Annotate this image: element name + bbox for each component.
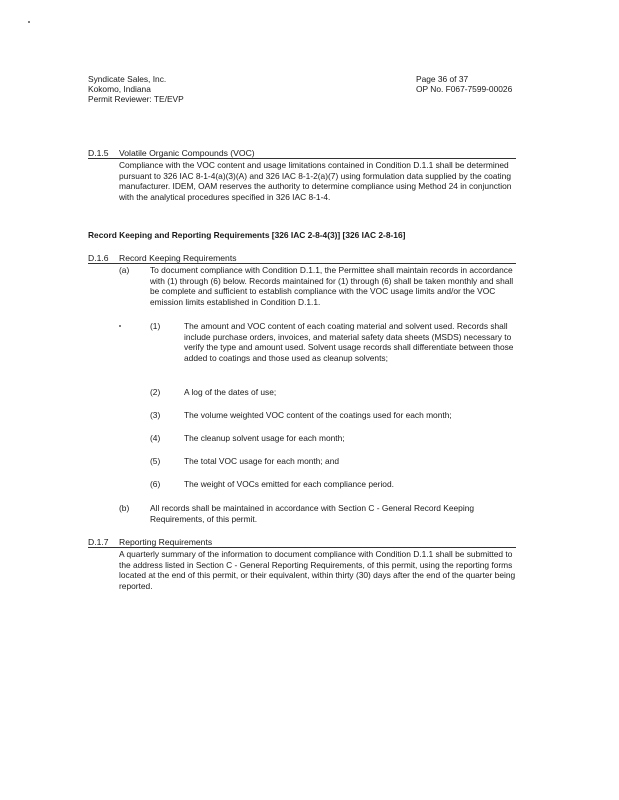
header-permit-number: OP No. F067-7599-00026 [416,84,513,94]
subitem-label-2: (2) [150,387,161,397]
item-label-a: (a) [119,265,130,275]
subitem-text-4: The cleanup solvent usage for each month; [184,433,345,443]
scan-speck [119,325,121,327]
record-keeping-heading: Record Keeping and Reporting Requirements [326 IAC 2-8-4(3)] [326 IAC 2-8-16] [88,230,406,240]
subitem-text-3: The volume weighted VOC content of the coatings used for each month; [184,410,452,420]
subitem-label-6: (6) [150,479,161,489]
subitem-label-4: (4) [150,433,161,443]
header-location: Kokomo, Indiana [88,84,151,94]
subitem-label-3: (3) [150,410,161,420]
section-title-d16: Record Keeping Requirements [119,253,237,263]
scan-speck [28,21,30,23]
subitem-label-5: (5) [150,456,161,466]
item-text-a: To document compliance with Condition D.1.1, the Permittee shall maintain records in accordance with (1) through (6) below. Records maintained for (1) through (6) shall be taken monthly and shall be complete and sufficient to establish compliance with the VOC usage limits and/or the VOC emission limits established in Condition D.1.1. [150,265,514,307]
section-title-d15: Volatile Organic Compounds (VOC) [119,148,255,158]
section-body-d17: A quarterly summary of the information to document compliance with Condition D.1.1 shall be submitted to the address listed in Section C - General Reporting Requirements, of this permit, using the reporting forms located at the end of this permit, or their equivalent, within thirty (30) days after the end of the quarter being reported. [119,549,516,591]
section-number-d17: D.1.7 [88,537,109,547]
subitem-text-5: The total VOC usage for each month; and [184,456,340,466]
subitem-text-1: The amount and VOC content of each coating material and solvent used. Records shall include purchase orders, invoices, and material safety data sheets (MSDS) necessary to verify the type and amount used. Solvent usage records shall differentiate between those added to coatings and those used as cleanup solvents; [184,321,514,363]
section-rule-d17 [88,547,516,548]
section-rule-d15 [88,158,516,159]
section-number-d16: D.1.6 [88,253,109,263]
item-label-b: (b) [119,503,130,513]
item-text-b: All records shall be maintained in accordance with Section C - General Record Keeping Requirements, of this permit. [150,503,475,524]
subitem-label-1: (1) [150,321,161,331]
subitem-text-2: A log of the dates of use; [184,387,277,397]
section-number-d15: D.1.5 [88,148,109,158]
header-page-number: Page 36 of 37 [416,74,469,84]
subitem-text-6: The weight of VOCs emitted for each compliance period. [184,479,394,489]
section-body-d15: Compliance with the VOC content and usage limitations contained in Condition D.1.1 shall be determined pursuant to 326 IAC 8-1-4(a)(3)(A) and 326 IAC 8-1-2(a)(7) using formulation data supplied by the coating manufacturer. IDEM, OAM reserves the authority to determine compliance using Method 24 in conjunction with the analytical procedures specified in 326 IAC 8-1-4. [119,160,512,202]
section-title-d17: Reporting Requirements [119,537,213,547]
header-company: Syndicate Sales, Inc. [88,74,167,84]
section-rule-d16 [88,263,516,264]
header-reviewer: Permit Reviewer: TE/EVP [88,94,184,104]
